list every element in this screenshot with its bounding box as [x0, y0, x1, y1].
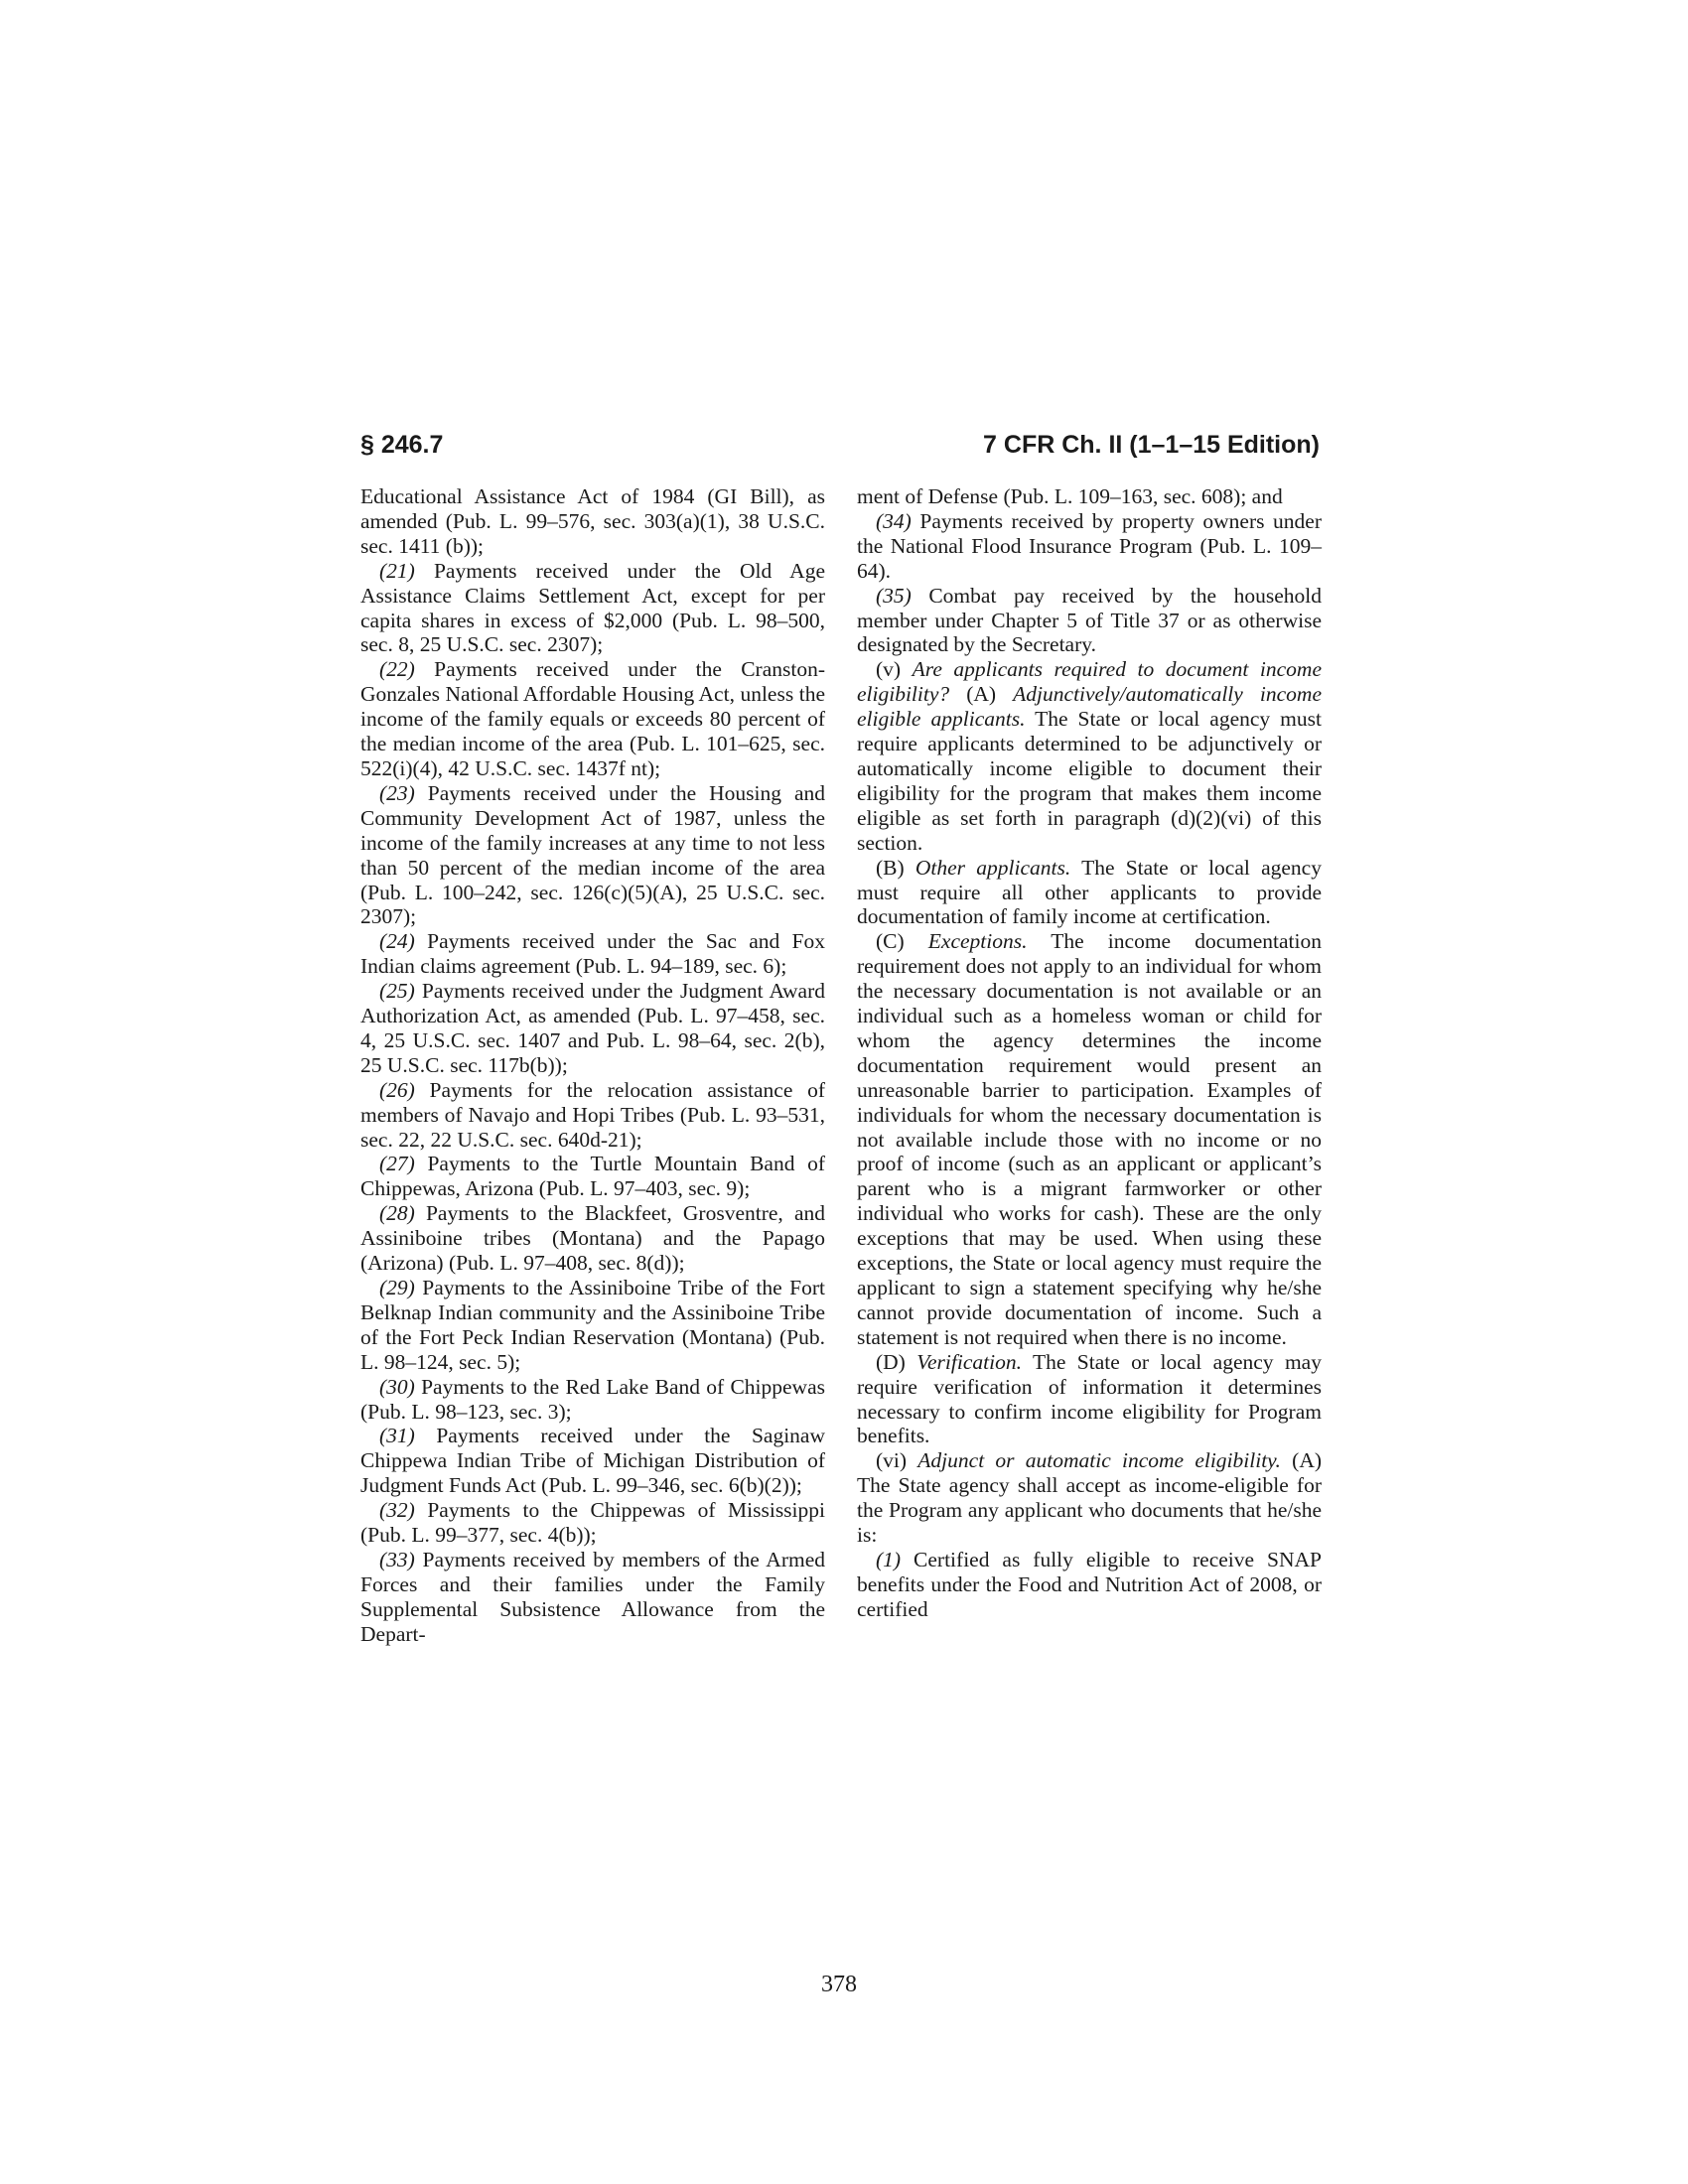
paragraph-27: (27) Payments to the Turtle Mountain Band of Chippewas, Arizona (Pub. L. 97–403, sec. 9);	[360, 1152, 825, 1201]
paragraph-25: (25) Payments received under the Judgment Award Authorization Act, as amended (Pub. L. 97–458, sec. 4, 25 U.S.C. sec. 1407 and Pub. L. 98–64, sec. 2(b), 25 U.S.C. sec. 117b(b));	[360, 979, 825, 1077]
item-number: (23)	[379, 780, 415, 805]
heading-adjunctive: Adjunctively/automatically income eligible applicants.	[857, 682, 1322, 732]
paragraph-31: (31) Payments received under the Saginaw Chippewa Indian Tribe of Michigan Distribution of Judgment Funds Act (Pub. L. 99–346, sec. 6(b)(2));	[360, 1424, 825, 1498]
item-number: (24)	[379, 929, 415, 954]
running-title: 7 CFR Ch. II (1–1–15 Edition)	[983, 431, 1320, 459]
section-number: § 246.7	[360, 431, 444, 459]
paragraph-continued: ment of Defense (Pub. L. 109–163, sec. 608); and	[857, 484, 1283, 508]
paragraph-32: (32) Payments to the Chippewas of Mississippi (Pub. L. 99–377, sec. 4(b));	[360, 1498, 825, 1548]
right-column	[857, 484, 1322, 1622]
item-number: (31)	[379, 1424, 415, 1448]
item-number: (29)	[379, 1276, 415, 1299]
left-column	[360, 484, 825, 1647]
paragraph-22: (22) Payments received under the Cranston-Gonzales National Affordable Housing Act, unless the income of the family equals or exceeds 80 percent of the median income of the area (Pub. L. 101–625, sec. 522(i)(4), 42 U.S.C. sec. 1437f nt);	[360, 657, 825, 780]
heading-other-applicants: Other applicants.	[914, 855, 1071, 880]
paragraph-c: (C) Exceptions. The income documentation requirement does not apply to an individual for whom the necessary documentation is not available or an individual such as a homeless woman or child for whom the agency determines the income documentation requirement would present an unreasonable barrier to participation. Examples of individuals for whom the necessary documentation is not available include those with no income or no proof of income (such as an applicant or applicant’s parent who is a migrant farmworker or other individual who works for cash). These are the only exceptions that may be used. When using these exceptions, the State or local agency must require the applicant to sign a statement specifying why he/she cannot provide documentation of income. Such a statement is not required when there is no income.	[857, 929, 1322, 1349]
item-number: (21)	[379, 558, 415, 583]
heading-question: Are applicants required to document income eligibility?	[857, 657, 1322, 707]
item-number: (27)	[379, 1152, 415, 1176]
item-number: (33)	[379, 1547, 415, 1571]
paragraph-d: (D) Verification. The State or local agency may require verification of information it determines necessary to confirm income eligibility for Program benefits.	[857, 1349, 1322, 1448]
page-header	[360, 431, 1320, 471]
item-number: (1)	[876, 1547, 902, 1571]
item-number: (30)	[379, 1374, 415, 1399]
heading-verification: Verification.	[916, 1349, 1022, 1374]
paragraph-29: (29) Payments to the Assiniboine Tribe of the Fort Belknap Indian community and the Assiniboine Tribe of the Fort Peck Indian Reservation (Montana) (Pub. L. 98–124, sec. 5);	[360, 1276, 825, 1374]
paragraph-34: (34) Payments received by property owners under the National Flood Insurance Program (Pub. L. 109–64).	[857, 508, 1322, 583]
page-number: 378	[821, 1972, 857, 1997]
paragraph-30: (30) Payments to the Red Lake Band of Chippewas (Pub. L. 98–123, sec. 3);	[360, 1374, 825, 1424]
paragraph-24: (24) Payments received under the Sac and Fox Indian claims agreement (Pub. L. 94–189, sec. 6);	[360, 929, 825, 979]
paragraph-28: (28) Payments to the Blackfeet, Grosventre, and Assiniboine tribes (Montana) and the Papago (Arizona) (Pub. L. 97–408, sec. 8(d));	[360, 1201, 825, 1276]
paragraph-b: (B) Other applicants. The State or local agency must require all other applicants to provide documentation of family income at certification.	[857, 855, 1322, 929]
item-number: (26)	[379, 1077, 415, 1102]
item-number: (28)	[379, 1201, 415, 1226]
paragraph-33: (33) Payments received by members of the Armed Forces and their families under the Family Supplemental Subsistence Allowance from the Depart-	[360, 1547, 825, 1646]
heading-adjunct: Adjunct or automatic income eligibility.	[917, 1448, 1281, 1473]
item-number: (22)	[379, 657, 415, 682]
paragraph-35: (35) Combat pay received by the household member under Chapter 5 of Title 37 or as otherwise designated by the Secretary.	[857, 583, 1322, 657]
paragraph-vi: (vi) Adjunct or automatic income eligibility. (A) The State agency shall accept as income-eligible for the Program any applicant who documents that he/she is:	[857, 1448, 1323, 1548]
paragraph-21: (21) Payments received under the Old Age Assistance Claims Settlement Act, except for per capita shares in excess of $2,000 (Pub. L. 98–500, sec. 8, 25 U.S.C. sec. 2307);	[360, 558, 825, 657]
paragraph-v: (v) Are applicants required to document income eligibility? (A) Adjunctively/automatically income eligible applicants. The State or local agency must require applicants determined to be adjunctively or automatically income eligible to document their eligibility for the program that makes them income eligible as set forth in paragraph (d)(2)(vi) of this section.	[857, 657, 1322, 855]
item-number: (34)	[876, 508, 912, 533]
item-number: (35)	[876, 583, 912, 608]
paragraph-26: (26) Payments for the relocation assistance of members of Navajo and Hopi Tribes (Pub. L. 93–531, sec. 22, 22 U.S.C. sec. 640d-21);	[360, 1077, 825, 1152]
paragraph-continued: Educational Assistance Act of 1984 (GI Bill), as amended (Pub. L. 99–576, sec. 303(a)(1), 38 U.S.C. sec. 1411 (b));	[360, 484, 825, 558]
paragraph-23: (23) Payments received under the Housing and Community Development Act of 1987, unless the income of the family increases at any time to not less than 50 percent of the median income of the area (Pub. L. 100–242, sec. 126(c)(5)(A), 25 U.S.C. sec. 2307);	[360, 780, 825, 929]
heading-exceptions: Exceptions.	[927, 929, 1028, 954]
item-number: (25)	[379, 979, 415, 1004]
item-number: (32)	[379, 1498, 415, 1523]
paragraph-1: (1) Certified as fully eligible to receive SNAP benefits under the Food and Nutrition Act of 2008, or certified	[857, 1547, 1322, 1621]
